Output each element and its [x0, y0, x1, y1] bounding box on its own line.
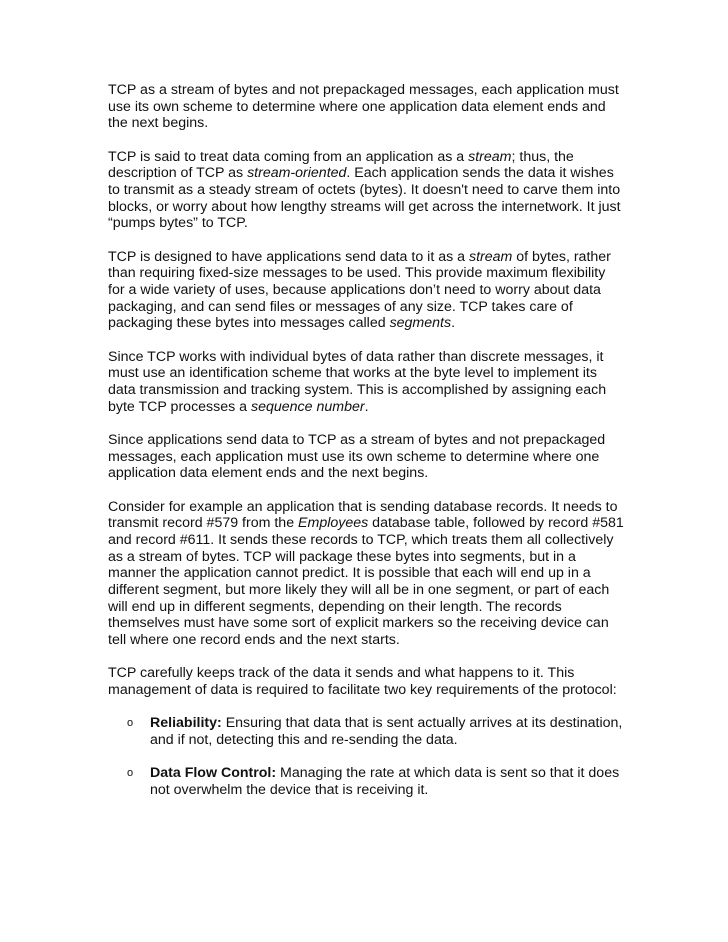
text-run: ; thus, the description of TCP as [108, 148, 574, 182]
text-run: . [451, 315, 456, 332]
requirement-description: Managing the rate at which data is sent so that it does not overwhelm the device that is receiving it. [150, 765, 620, 798]
emphasized-term: stream [468, 148, 512, 165]
emphasized-term: sequence number [251, 398, 365, 415]
emphasized-term: stream-oriented [247, 165, 347, 182]
text-run: TCP as a stream of bytes and not prepackaged messages, each application must use its own scheme to determine where one application data element ends and the next begins. [108, 82, 619, 132]
text-run: of bytes, rather than requiring fixed-size messages to be used. This provide maximum flexibility for a wide variety of uses, because applications don’t need to worry about data packaging, and can send files or messages of any size. TCP takes care of packaging these bytes into messages called [108, 248, 611, 332]
text-run: TCP carefully keeps track of the data it sends and what happens to it. This management of data is required to facilitate two key requirements of the protocol: [108, 665, 617, 699]
requirements-list [108, 715, 624, 798]
requirement-description: Ensuring that data that is sent actually arrives at its destination, and if not, detecting this and re-sending the data. [150, 715, 623, 748]
bullet-icon: o [127, 717, 134, 730]
text-run: TCP is said to treat data coming from an application as a [108, 148, 469, 165]
paragraph-p4 [108, 349, 624, 416]
text-run: Since applications send data to TCP as a stream of bytes and not prepackaged messages, each application must use its own scheme to determine where one application data element ends and the next begins. [108, 431, 606, 482]
text-run: Since TCP works with individual bytes of data rather than discrete messages, it must use an identification scheme that works at the byte level to implement its data transmission and tracking system. This is accomplished by assigning each byte TCP processes a [108, 348, 607, 415]
body-text [108, 82, 624, 699]
list-item [108, 715, 624, 748]
requirement-term: Reliability: [150, 715, 222, 732]
list-item [108, 765, 624, 798]
text-run: Consider for example an application that is sending database records. It needs to transmit record #579 from the [108, 498, 618, 532]
document-page [108, 82, 624, 815]
paragraph-p5 [108, 432, 624, 482]
emphasized-term: Employees [298, 515, 369, 532]
text-run: database table, followed by record #581 and record #611. It sends these records to TCP, which treats them all collectively as a stream of bytes. TCP will package these bytes into segments, but in a manner the application cannot predict. It is possible that each will end up in a different segment, but more likely they will all be in one segment, or part of each will end up in different segments, depending on their length. The records themselves must have some sort of explicit markers so the receiving device can tell where one record ends and the next starts. [108, 515, 624, 649]
paragraph-p3 [108, 249, 624, 333]
paragraph-p1 [108, 82, 624, 132]
paragraph-p2 [108, 149, 624, 233]
text-run: TCP is designed to have applications send data to it as a [108, 248, 469, 265]
text-run: . Each application sends the data it wishes to transmit as a steady stream of octets (bytes). It doesn't need to carve them into blocks, or worry about how lengthy streams will get across the internetwork. It just “pumps bytes” to TCP. [108, 165, 621, 232]
text-run: . [364, 398, 369, 415]
emphasized-term: stream [468, 248, 513, 265]
bullet-icon: o [127, 767, 134, 780]
paragraph-p6 [108, 499, 624, 649]
requirement-term: Data Flow Control: [150, 765, 277, 782]
emphasized-term: segments [389, 315, 452, 332]
paragraph-p7 [108, 665, 624, 698]
